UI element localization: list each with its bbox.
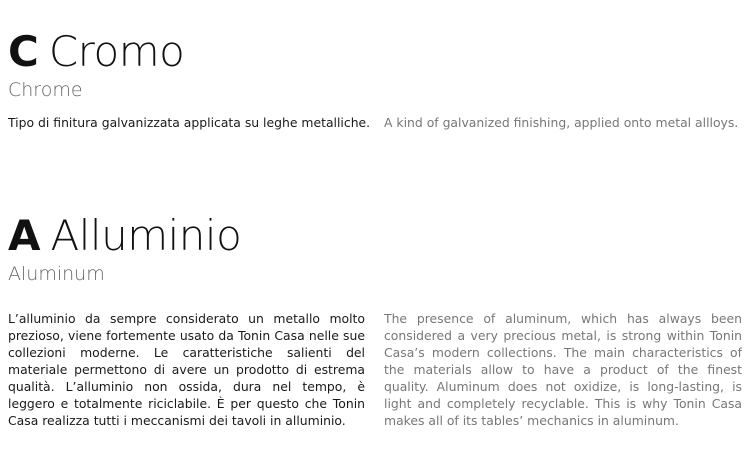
description-italian: Tipo di finitura galvanizzata applicata su leghe metalliche. <box>8 115 371 130</box>
entry-description <box>8 114 742 134</box>
entry-heading <box>8 210 742 262</box>
glossary-entry-aluminum <box>8 210 742 460</box>
entry-term-italian: Cromo <box>48 27 185 76</box>
entry-term-english: Chrome <box>8 79 83 101</box>
entry-term-english: Aluminum <box>8 263 105 285</box>
entry-term-italian: Alluminio <box>50 211 242 260</box>
index-letter: A <box>8 211 41 260</box>
entry-description <box>8 310 742 460</box>
description-english: The presence of aluminum, which has always been considered a very precious metal, is strong within Tonin Casa’s modern collections. The main characteristics of the materials allow to have a product of the finest quality. Aluminum does not oxidize, is long-lasting, is light and completely recyclable. This is why Tonin Casa makes all of its tables’ mechanics in aluminum. <box>384 311 742 428</box>
glossary-entry-chrome <box>8 26 742 134</box>
index-letter: C <box>8 27 39 76</box>
entry-heading <box>8 26 742 78</box>
description-italian: L’alluminio da sempre considerato un metallo molto prezioso, viene fortemente usato da Tonin Casa nelle sue collezioni moderne. Le caratteristiche salienti del materiale permettono di avere un prodotto di estrema qualità. L’alluminio non ossida, dura nel tempo, è leggero e totalmente riciclabile. È per questo che Tonin Casa realizza tutti i meccanismi dei tavoli in alluminio. <box>8 311 365 428</box>
description-english: A kind of galvanized finishing, applied onto metal allloys. <box>384 115 739 130</box>
